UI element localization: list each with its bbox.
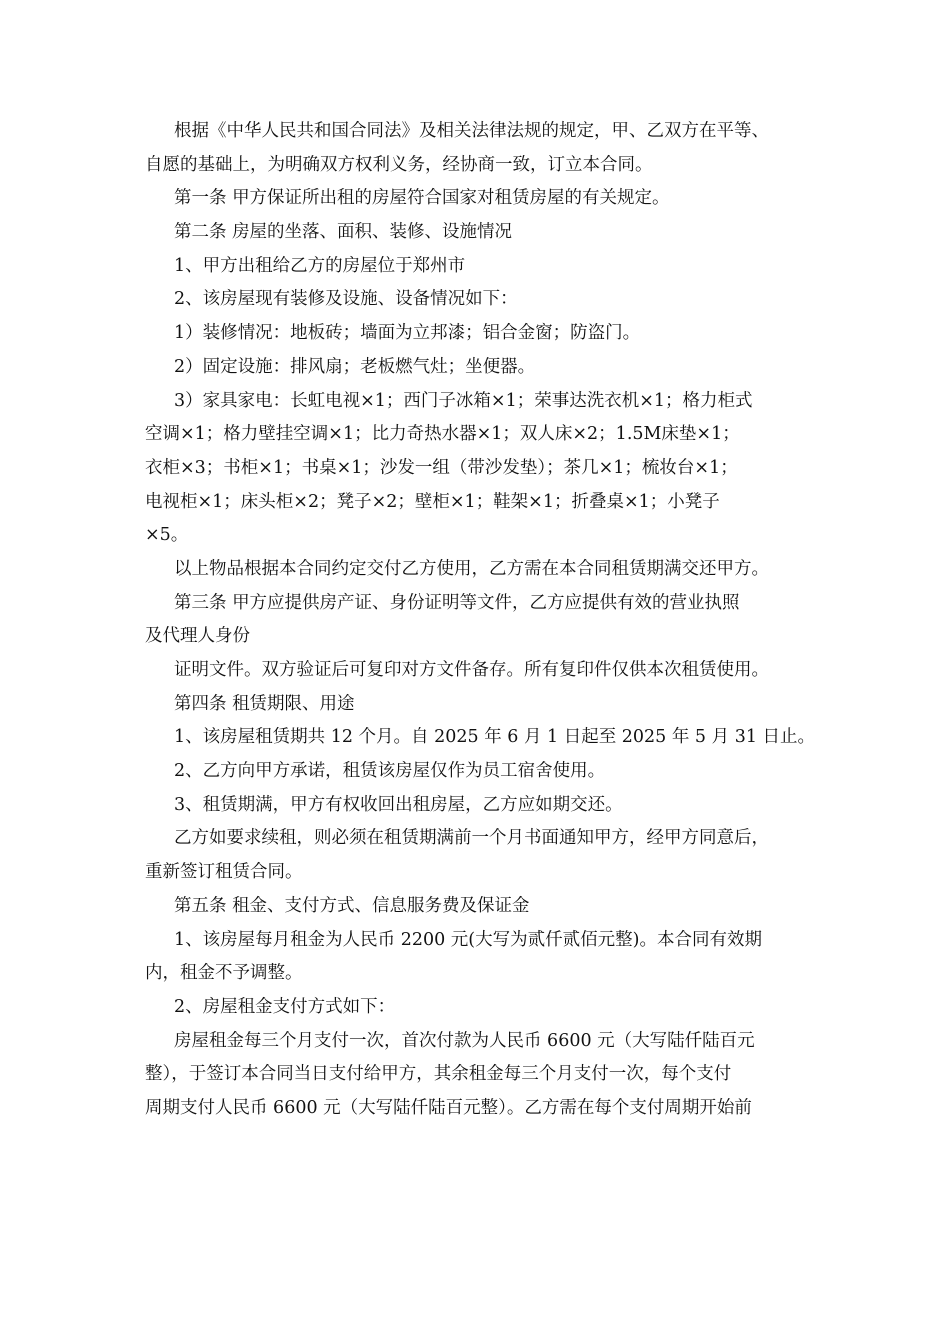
paragraph-line: 第四条 租赁期限、用途 [174,693,355,714]
paragraph-line: 及代理人身份 [145,626,250,647]
paragraph-line: 第一条 甲方保证所出租的房屋符合国家对租赁房屋的有关规定。 [174,188,670,209]
paragraph-line: 乙方如要求续租，则必须在租赁期满前一个月书面通知甲方，经甲方同意后， [174,828,769,849]
contract-body [145,115,825,1126]
paragraph-line: 根据《中华人民共和国合同法》及相关法律法规的规定，甲、乙双方在平等、 [174,121,769,141]
paragraph-line: 电视柜×1；床头柜×2；凳子×2；壁柜×1；鞋架×1；折叠桌×1；小凳子 [145,491,720,512]
paragraph-line: 2）固定设施：排风扇；老板燃气灶；坐便器。 [174,356,536,377]
paragraph-line: 1）装修情况：地板砖；墙面为立邦漆；铝合金窗；防盗门。 [174,323,641,344]
paragraph-line: 2、该房屋现有装修及设施、设备情况如下： [174,289,518,310]
paragraph-line: 3）家具家电：长虹电视×1；西门子冰箱×1；荣事达洗衣机×1；格力柜式 [174,390,753,411]
paragraph-line: 内，租金不予调整。 [145,963,303,984]
paragraph-line: 第二条 房屋的坐落、面积、装修、设施情况 [174,222,513,243]
paragraph-line: 重新签订租赁合同。 [145,862,303,883]
paragraph-line: 3、租赁期满，甲方有权收回出租房屋，乙方应如期交还。 [174,794,623,815]
paragraph-line: 自愿的基础上，为明确双方权利义务，经协商一致，订立本合同。 [145,154,653,175]
paragraph-line: 证明文件。双方验证后可复印对方文件备存。所有复印件仅供本次租赁使用。 [174,660,769,680]
paragraph-line: 空调×1；格力壁挂空调×1；比力奇热水器×1；双人床×2；1.5M床垫×1； [145,424,740,445]
paragraph-line: 第五条 租金、支付方式、信息服务费及保证金 [174,895,530,916]
paragraph-line: 2、房屋租金支付方式如下： [174,996,396,1017]
paragraph-line: 2、乙方向甲方承诺，租赁该房屋仅作为员工宿舍使用。 [174,761,606,782]
paragraph-line: 周期支付人民币 6600 元（大写陆仟陆百元整）。乙方需在每个支付周期开始前 [145,1097,752,1118]
paragraph-line: 1、该房屋每月租金为人民币 2200 元(大写为贰仟贰佰元整)。本合同有效期 [174,929,762,950]
paragraph-line: ×5。 [145,525,189,546]
paragraph-line: 房屋租金每三个月支付一次，首次付款为人民币 6600 元（大写陆仟陆百元 [174,1030,755,1051]
paragraph-line: 衣柜×3；书柜×1；书桌×1；沙发一组（带沙发垫）；茶几×1；梳妆台×1； [145,457,738,478]
paragraph-line: 第三条 甲方应提供房产证、身份证明等文件，乙方应提供有效的营业执照 [174,592,740,613]
paragraph-line: 整），于签订本合同当日支付给甲方，其余租金每三个月支付一次，每个支付 [145,1064,732,1085]
paragraph-line: 1、该房屋租赁期共 12 个月。自 2025 年 6 月 1 日起至 2025 年 5 月 31 日止。 [174,727,816,748]
paragraph-line: 1、甲方出租给乙方的房屋位于郑州市 [174,255,466,276]
paragraph-line: 以上物品根据本合同约定交付乙方使用，乙方需在本合同租赁期满交还甲方。 [174,558,769,579]
